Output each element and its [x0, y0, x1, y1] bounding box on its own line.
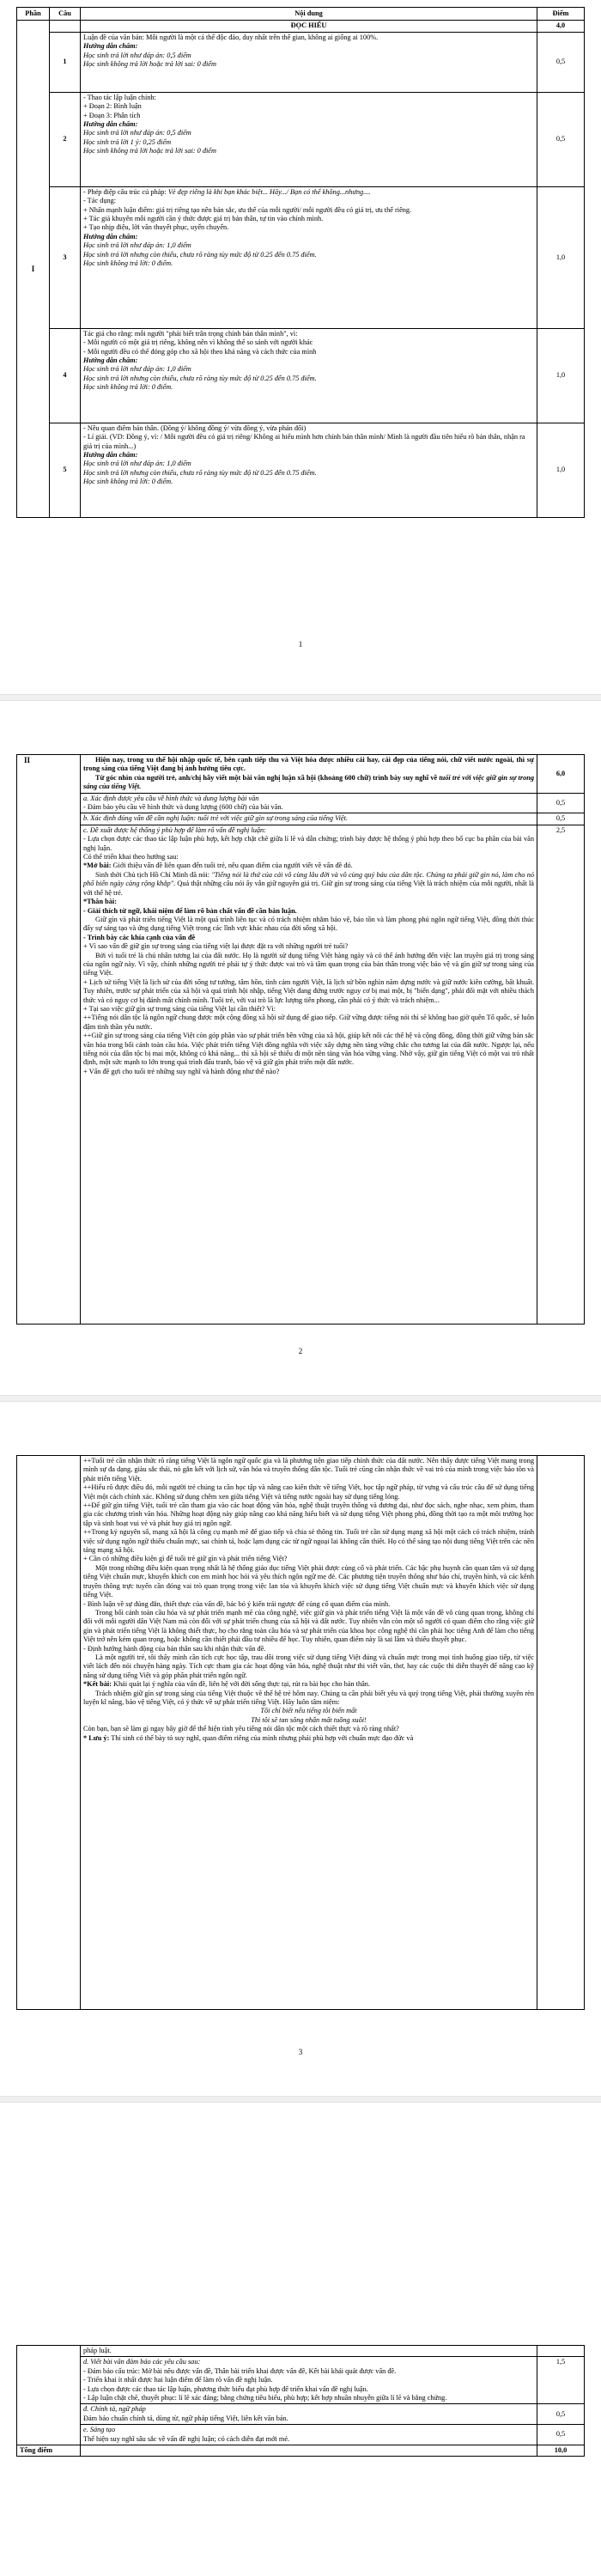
question-score: 0,5 — [537, 32, 585, 92]
q5-guide-2: Học sinh trả lời nhưng còn thiếu, chưa rõ ràng tùy mức độ từ 0.25 đến 0.75 điểm. — [83, 468, 317, 477]
section2-prompt-2: Từ góc nhìn của người trẻ, anh/chị hãy viết một bài văn nghị luận xã hội (khoảng 600 chữ) trình bày suy nghĩ về — [95, 773, 438, 782]
table-header-row — [17, 8, 585, 21]
q3-line-4: + Tác giả khuyên mỗi người cần ý thức được giá trị bản thân, tự tin vào chính mình. — [83, 215, 324, 223]
criteria-b-row — [17, 813, 585, 825]
question-number: 3 — [50, 186, 81, 328]
point-2-line-4: + Tại sao việc giữ gìn sự trong sáng của tiếng Việt lại cần thiết? Vì: — [83, 1004, 276, 1013]
section1-title: ĐỌC HIỂU — [81, 21, 537, 32]
point-3-line-8: Trong bối cảnh toàn cầu hóa và sự phát triển mạnh mẽ của công nghệ, việc giữ gìn và phát triển tiếng Việt là một vấn đề vô cùng quan trọng, không chỉ đối với mỗi người dân Việt Nam mà còn đối với sự phát triển chung của xã hội và đất nước. Tuy nhiên vẫn còn một số người có quan điểm cho rằng việc giữ gìn và phát triển tiếng Việt là không thiết thực, họ cho rằng toàn cầu hóa và sự phát triển của khoa học công nghệ thì cần phải học tiếng Anh để làm cho tiếng Việt trở nên kém quan trọng, hoặc không cần thiết phải đầu tư nhiều để học. Tuy nhiên, quan điểm này là sai lầm và thiếu thuyết phục. — [83, 1608, 534, 1644]
criteria-a-score: 0,5 — [537, 793, 585, 813]
point-2-line-6: ++Giữ gìn sự trong sáng của tiếng Việt còn góp phần vào sự phát triển bền vững của xã hội, giúp kết nối các thế hệ và cộng đồng, đồng thời giữ vững bản sắc văn hóa trong bối cảnh toàn cầu hóa. Việc phát triển tiếng Việt đồng nghĩa với việc xây dựng nền tảng vững chắc cho tương lai của đất nước. Ngược lại, nếu tiếng nói của dân tộc bị mai một, không có khả năng... thì xã hội sẽ thiếu đi một nền tảng văn hóa vững vàng. Nhờ vậy, giữ gìn tiếng Việt có một vai trò nhất định, một sức mạnh to lớn trong quá trình đấu tranh, bảo vệ và giữ gìn phát triển một đất nước. — [83, 1032, 534, 1067]
criteria-a-row — [17, 793, 585, 813]
point-3-line-1: ++Tuổi trẻ cần nhận thức rõ ràng tiếng Việt là ngôn ngữ quốc gia và là phương tiện giao tiếp chính thức của đất nước. Nên thấy được tiếng Việt mang trong mình sự đa dạng, giàu sắc thái, nó gắn kết với lịch sử, văn hóa và truyền thống dân tộc. Tuổi trẻ cũng cần nhận thức về vai trò của mình trong việc bảo tồn và phát triển tiếng Việt. — [83, 1457, 534, 1483]
point-2-line-5: ++Tiếng nói dân tộc là ngôn ngữ chung được một cộng đồng xã hội sử dụng để giao tiếp. Giữ vững được tiếng nói thì sẽ không bao giờ quên Tổ quốc, sẽ luôn đậm tinh thần yêu nước. — [83, 1014, 534, 1031]
question-row-4 — [17, 328, 585, 423]
question-row-5 — [17, 423, 585, 517]
q2-guide-3: Học sinh không trả lời hoặc trả lời sai: 0 điểm — [83, 147, 216, 155]
criteria-f-label: e. Sáng tạo — [83, 2426, 116, 2434]
page-separator — [0, 1395, 601, 1402]
q1-guide-1: Học sinh trả lời như đáp án: 0,5 điểm — [83, 51, 191, 59]
question-score: 1,0 — [537, 186, 585, 328]
q3-line-1: - Phép điệp cấu trúc cú pháp: — [83, 187, 168, 196]
page-3 — [0, 1404, 601, 2082]
q5-line-1: - Nêu quan điểm bản thân. (Đồng ý/ không đồng ý/ vừa đồng ý, vừa phản đối) — [83, 423, 307, 432]
answer-table-page-4 — [16, 2345, 585, 2457]
page-separator — [0, 694, 601, 701]
point-3-line-6: Một trong những điều kiện quan trọng nhất là hệ thống giáo dục tiếng Việt phải được củng cố và phát triển. Các bậc phụ huynh cần quan tâm và sử dụng tiếng Việt chuẩn mực, khuyến khích con em mình học hỏi và yêu thích ngôn ngữ mẹ đẻ. Các phương tiện truyền thông như báo chí, truyền hình, và các kênh truyền thông trực tuyến cần đóng vai trò quan trọng trong việc lan tỏa và khuyến khích việc sử dụng tiếng Việt chuẩn mực và khuyến khích việc sử dụng tiếng Việt. — [83, 1563, 534, 1599]
question-score: 1,0 — [537, 423, 585, 517]
q2-guide-2: Học sinh trả lời 1 ý: 0,25 điểm — [83, 137, 172, 146]
question-row-1 — [17, 32, 585, 92]
question-number: 5 — [50, 423, 81, 517]
point-3-line-10: Là một người trẻ, tôi thấy mình cần tích cực học tập, trau dồi trong việc sử dụng tiếng Việt đúng và chuẩn mực trong mọi tình huống giao tiếp, từ việc viết lách đến nói chuyện hàng ngày. Tích cực tham gia các hoạt động văn hóa, nghệ thuật như thi viết văn, thơ, hay các cuộc thi diễn thuyết để nâng cao kỹ năng sử dụng tiếng Việt và góp phần phát triển ngôn ngữ. — [83, 1653, 534, 1679]
q4-guide-title: Hướng dẫn chấm: — [83, 356, 138, 365]
criteria-c-label: c. Đề xuất được hệ thống ý phù hợp để làm rõ vấn đề nghị luận: — [83, 825, 266, 834]
q3-guide-title: Hướng dẫn chấm: — [83, 232, 138, 241]
criteria-d-line-2: - Triển khai ít nhất được hai luận điểm để làm rõ vấn đề nghị luận. — [83, 2376, 273, 2384]
header-phan: Phần — [17, 8, 50, 21]
ketbai-end: Còn bạn, bạn sẽ làm gì ngay bây giờ để thể hiện tình yêu tiếng nói dân tộc một cách thiết thực và rõ ràng nhất? — [83, 1725, 399, 1733]
q3-device: Vẻ đẹp riêng là khi bạn khác biệt... Hãy.../ Bạn có thể không...nhưng.... — [167, 187, 371, 196]
answer-table-page-3 — [16, 1455, 585, 2010]
point-2-line-7: + Vấn đề gợi cho tuổi trẻ những suy nghĩ và hành động như thế nào? — [83, 1067, 280, 1075]
q4-line-2: - Mỗi người có một giá trị riêng, không nên vì không thể so sánh với người khác — [83, 338, 313, 347]
total-label: Tổng điểm — [17, 2445, 81, 2457]
q3-guide-2: Học sinh trả lời nhưng còn thiếu, chưa rõ ràng tùy mức độ từ 0.25 đến 0.75 điểm. — [83, 250, 317, 259]
answer-table-page-2 — [16, 754, 585, 1325]
point-2-heading: - Trình bày các khía cạnh của vấn đề — [83, 933, 196, 941]
total-row — [17, 2445, 585, 2457]
criteria-b-label: b. Xác định đúng vấn đề cần nghị luận: tuổi trẻ với việc giữ gìn sự trong sáng của tiếng Việt. — [83, 814, 348, 823]
criteria-f-text: Thể hiện suy nghĩ sâu sắc về vấn đề nghị luận; có cách diễn đạt mới mẻ. — [83, 2434, 290, 2443]
ketbai-label: *Kết bài: — [83, 1680, 112, 1689]
criteria-d-line-3: - Lựa chọn được các thao tác lập luận, phương thức biểu đạt phù hợp để triển khai vấn đề nghị luận. — [83, 2384, 368, 2393]
quote-after: . Quả thật những câu nói ấy vẫn giữ nguyên giá trị. Giữ gìn sự trong sáng của tiếng Việt là trách nhiệm của mỗi người, nhất là với thế hệ trẻ. — [83, 880, 534, 897]
criteria-f-row — [17, 2425, 585, 2445]
header-diem: Điểm — [537, 8, 585, 21]
page-number: 1 — [298, 640, 303, 649]
quote-intro: Sinh thời Chủ tịch Hồ Chí Minh đã nói: — [95, 870, 212, 879]
point-3-line-7: - Bình luận về sự đúng đắn, thiết thực của vấn đề, bác bỏ ý kiến trái ngược để củng cố quan điểm của mình. — [83, 1599, 391, 1608]
q4-line-3: - Mỗi người đều có thể đóng góp cho xã hội theo khả năng và cách thức của mình — [83, 347, 317, 356]
criteria-a-label: a. Xác định được yêu cầu về hình thức và dung lượng bài văn — [83, 794, 259, 802]
q2-line-2: + Đoạn 2: Bình luận — [83, 102, 142, 111]
question-row-3 — [17, 186, 585, 328]
q4-guide-1: Học sinh trả lời như đáp án: 1,0 điểm — [83, 365, 191, 374]
ketbai-line-1: Trách nhiệm giữ gìn sự trong sáng của tiếng Việt thuộc về thế hệ trẻ hôm nay. Chúng ta cần phải biết yêu và quý trọng tiếng Việt, phải thường xuyên rèn luyện kĩ năng, bảo vệ tiếng Việt, có ý thức về sự phát triển tiếng Việt. Hãy luôn tâm niệm: — [83, 1689, 534, 1706]
section1-score: 4,0 — [537, 21, 585, 32]
point-3-line-9: - Định hướng hành động của bản thân sau khi nhận thức vấn đề. — [83, 1644, 266, 1653]
point-1-heading: - Giải thích từ ngữ, khái niệm để làm rõ bản chất vấn đề cần bàn luận. — [83, 906, 297, 915]
question-score: 0,5 — [537, 92, 585, 186]
q5-guide-title: Hướng dẫn chấm: — [83, 451, 138, 460]
question-number: 4 — [50, 328, 81, 423]
quote-text: "Tiếng nói là thứ của cải vô cùng lâu đời và vô cùng quý báu của dân tộc. Chúng ta phải giữ gìn nó, làm cho nó phổ biến ngày càng rộng khắp" — [83, 870, 534, 888]
luu-y-text: Thí sinh có thể bày tỏ suy nghĩ, quan điểm riêng của mình nhưng phải phù hợp với chuẩn mực đạo đức và — [109, 1733, 414, 1742]
criteria-d-line-1: - Đảm bảo cấu trúc: Mở bài nêu được vấn đề, Thân bài triển khai được vấn đề, Kết bài khái quát được vấn đề. — [83, 2366, 397, 2375]
luu-y-label: * Lưu ý: — [83, 1733, 110, 1742]
page-1 — [0, 0, 601, 687]
mobai-text: Giới thiệu vấn đề liên quan đến tuổi trẻ, nêu quan điểm của người viết về vấn đề đó. — [111, 862, 353, 870]
criteria-c-line-2: Có thể triển khai theo hướng sau: — [83, 853, 179, 862]
criteria-e-text: Đảm bảo chuẩn chính tả, dùng từ, ngữ pháp tiếng Việt, liên kết văn bản. — [83, 2414, 288, 2422]
q1-content: Luận đề của văn bản: Mỗi người là một cá thể độc đáo, duy nhất trên thế gian, không ai giống ai 100%. — [83, 33, 379, 41]
q2-line-1: - Thao tác lập luận chính: — [83, 93, 156, 101]
criteria-e-row — [17, 2404, 585, 2425]
q2-line-3: + Đoạn 3: Phân tích — [83, 111, 141, 119]
question-number: 1 — [50, 32, 81, 92]
q4-line-1: Tác giả cho rằng: mỗi người "phải biết trân trọng chính bản thân mình", vì: — [83, 329, 298, 338]
mobai-label: *Mở bài: — [83, 862, 112, 870]
section1-title-row — [17, 21, 585, 32]
criteria-d-line-4: - Lập luận chặt chẽ, thuyết phục: lí lẽ xác đáng; bằng chứng tiêu biểu, phù hợp; kết hợp nhuần nhuyễn giữa lí lẽ và bằng chứng. — [83, 2394, 447, 2402]
page-4 — [0, 2104, 601, 2576]
q5-line-2: - Lí giải. (VD: Đồng ý, vì: / Mỗi người đều có giá trị riêng/ Không ai hiểu mình hơn chính bản thân mình/ Mình là người đầu tiên hiểu rõ bản thân, nhận ra giá trị của mình...) — [83, 433, 525, 450]
section2-phan: II — [17, 755, 81, 1325]
point-3-line-2: ++Hiểu rõ được điều đó, mỗi người trẻ chúng ta cần học tập và nâng cao kiến thức về tiếng Việt, học tập ngữ pháp, từ vựng và cấu trúc câu để sử dụng tiếng Việt một cách chính xác. Không sử dụng chêm xen giữa tiếng Việt và tiếng nước ngoài hay sử dụng tiếng lóng. — [83, 1483, 534, 1501]
section1-phan: I — [17, 21, 50, 517]
criteria-c-continued-row — [17, 1456, 585, 2010]
criteria-a-text: - Đảm bảo yêu cầu về hình thức và dung lượng (600 chữ) của bài văn. — [83, 803, 283, 812]
q5-guide-3: Học sinh không trả lời: 0 điểm. — [83, 478, 173, 486]
criteria-e-label: đ. Chính tả, ngữ pháp — [83, 2405, 146, 2414]
luu-y-continued-row — [17, 2346, 585, 2357]
criteria-c-row — [17, 825, 585, 1324]
criteria-c-line-1: - Lựa chọn được các thao tác lập luận phù hợp, kết hợp chặt chẽ giữa lí lẽ và dẫn chứng; trình bày được hệ thống ý phù hợp theo bố cục ba phần của bài văn nghị luận. — [83, 835, 534, 852]
point-2-line-3: + Lịch sử tiếng Việt là lịch sử của đời sống tư tưởng, tâm hồn, tình cảm người Việt, là lịch sử bồn nghìn năm dựng nước và giữ nước kiên cường, bất khuất. Tuy nhiên, trước sự phát triển của xã hội và quá trình hội nhập, tiếng Việt đang đứng trước nguy cơ bị mai một, bị "biến dạng", phải đối mặt với nhiều thách thức và có nguy cơ bị đánh mất chính mình. Tuổi trẻ, với vai trò là lực lượng tiên phong, cần phải có ý thức và trách nhiệm... — [83, 977, 534, 1004]
criteria-b-score: 0,5 — [537, 813, 585, 825]
total-score: 10,0 — [537, 2445, 585, 2457]
header-cau: Câu — [50, 8, 81, 21]
criteria-f-score: 0,5 — [537, 2425, 585, 2445]
q4-guide-3: Học sinh không trả lời: 0 điểm. — [83, 383, 173, 392]
page-separator — [0, 2096, 601, 2103]
page-2 — [0, 703, 601, 1381]
answer-table-page-1 — [16, 7, 585, 518]
q1-guide-2: Học sinh không trả lời hoặc trả lời sai: 0 điểm — [83, 60, 216, 69]
point-3-line-4: ++Trong kỷ nguyên số, mạng xã hội là công cụ mạnh mẽ để giao tiếp và chia sẻ thông tin. Tuổi trẻ cần sử dụng mạng xã hội một cách có trách nhiệm, tránh việc sử dụng ngôn ngữ thiếu chuẩn mực, sai chính tả, hoặc lạm dụng các từ ngữ ngoại lai không cần thiết. Họ có thể sáng tạo nội dung tiếng Việt trên các nền tảng mạng xã hội. — [83, 1528, 534, 1555]
page-number: 3 — [298, 2048, 303, 2056]
q3-line-3: + Nhấn mạnh luận điểm: giá trị riêng tạo nên bản sắc, ưu thế của mỗi người/ mỗi người đều có giá trị, ưu thế riêng. — [83, 205, 412, 214]
question-row-2 — [17, 92, 585, 186]
section2-prompt-2-topic: tuổi trẻ với việc giữ gìn sự trong sáng của tiếng Việt. — [83, 773, 535, 791]
criteria-d-row — [17, 2357, 585, 2404]
point-3-line-3: ++Để giữ gìn tiếng Việt, tuổi trẻ cần tham gia vào các hoạt động văn hóa, nghệ thuật truyền thống và đương đại, như đọc sách, nghe nhạc, xem phim, tham gia các chương trình văn hóa. Những hoạt động này giúp nâng cao khả năng hiểu biết và sử dụng tiếng Việt phong phú, đồng thời tạo ra một môi trường học tập và sinh hoạt vui vẻ và phát huy giá trị ngôn ngữ. — [83, 1501, 534, 1527]
section2-score: 6,0 — [537, 755, 585, 794]
section2-prompt: Hiện nay, trong xu thế hội nhập quốc tế, bên cạnh tiếp thu và Việt hóa được nhiều cái hay, cái đẹp của tiếng nói, chữ viết nước ngoài, thì sự trong sáng của tiếng Việt đang bị ảnh hưởng tiêu cực. — [83, 756, 534, 773]
poem-line-1: Tôi chỉ biết nếu tiếng tôi biến mất — [260, 1707, 357, 1715]
question-number: 2 — [50, 92, 81, 186]
luu-y-end: pháp luật. — [83, 2347, 112, 2354]
q3-line-5: + Tạo nhịp điệu, lời văn thuyết phục, uyển chuyển. — [83, 223, 229, 232]
point-1-text: Giữ gìn và phát triển tiếng Việt là một quá trình liên tục và có trách nhiệm nhằm bảo vệ, bảo tồn và làm phong phú ngôn ngữ tiếng Việt, đồng thời thúc đẩy sự sáng tạo và ứng dụng tiếng Việt trong các lĩnh vực khác nhau của đời sống xã hội. — [83, 915, 534, 933]
header-noidung: Nội dung — [81, 8, 537, 21]
q1-guide-title: Hướng dẫn chấm: — [83, 42, 138, 51]
q2-guide-title: Hướng dẫn chấm: — [83, 120, 138, 129]
q4-guide-2: Học sinh trả lời nhưng còn thiếu, chưa rõ ràng tùy mức độ từ 0.25 đến 0.75 điểm. — [83, 374, 317, 382]
criteria-d-label: d. Viết bài văn đảm bảo các yêu cầu sau: — [83, 2358, 201, 2366]
q3-guide-1: Học sinh trả lời như đáp án: 1,0 điểm — [83, 241, 191, 250]
ketbai-text: Khái quát lại ý nghĩa của vấn đề, liên hệ với đời sống thực tại, rút ra bài học cho bản thân. — [111, 1680, 370, 1689]
q3-guide-3: Học sinh không trả lời: 0 điểm. — [83, 259, 173, 268]
criteria-e-score: 0,5 — [537, 2404, 585, 2425]
criteria-c-score: 2,5 — [537, 825, 585, 1324]
poem-line-2: Thì tôi sẽ tan sông nhấn mất tuồng xuôi! — [251, 1715, 367, 1724]
point-2-line-2: Bởi vì tuổi trẻ là chủ nhân tương lai của đất nước. Họ là người sử dụng tiếng Việt hàng ngày và có thể ảnh hưởng đến việc lan truyền giá trị trong sáng của ngôn ngữ này. Vì vậy, chính những người trẻ phải tự ý thức được vai trò và tầm quan trọng của bản thân trong việc bảo vệ và gìn giữ sự trong sáng của tiếng Việt. — [83, 951, 534, 977]
thanbai-label: *Thân bài: — [83, 898, 117, 906]
point-3-line-5: + Cần có những điều kiện gì để tuổi trẻ giữ gìn và phát triển tiếng Việt? — [83, 1555, 288, 1563]
q2-guide-1: Học sinh trả lời như đáp án: 0,5 điểm — [83, 129, 191, 137]
point-2-line-1: + Vì sao vấn đề giữ gìn sự trong sáng của tiếng việt lại được đặt ra với những người trẻ tuổi? — [83, 942, 349, 951]
q3-line-2: - Tác dụng: — [83, 197, 117, 205]
criteria-d-score: 1,5 — [537, 2357, 585, 2404]
page-number: 2 — [298, 1347, 303, 1355]
section2-prompt-row — [17, 755, 585, 794]
question-score: 1,0 — [537, 328, 585, 423]
q5-guide-1: Học sinh trả lời như đáp án: 1,0 điểm — [83, 460, 191, 468]
